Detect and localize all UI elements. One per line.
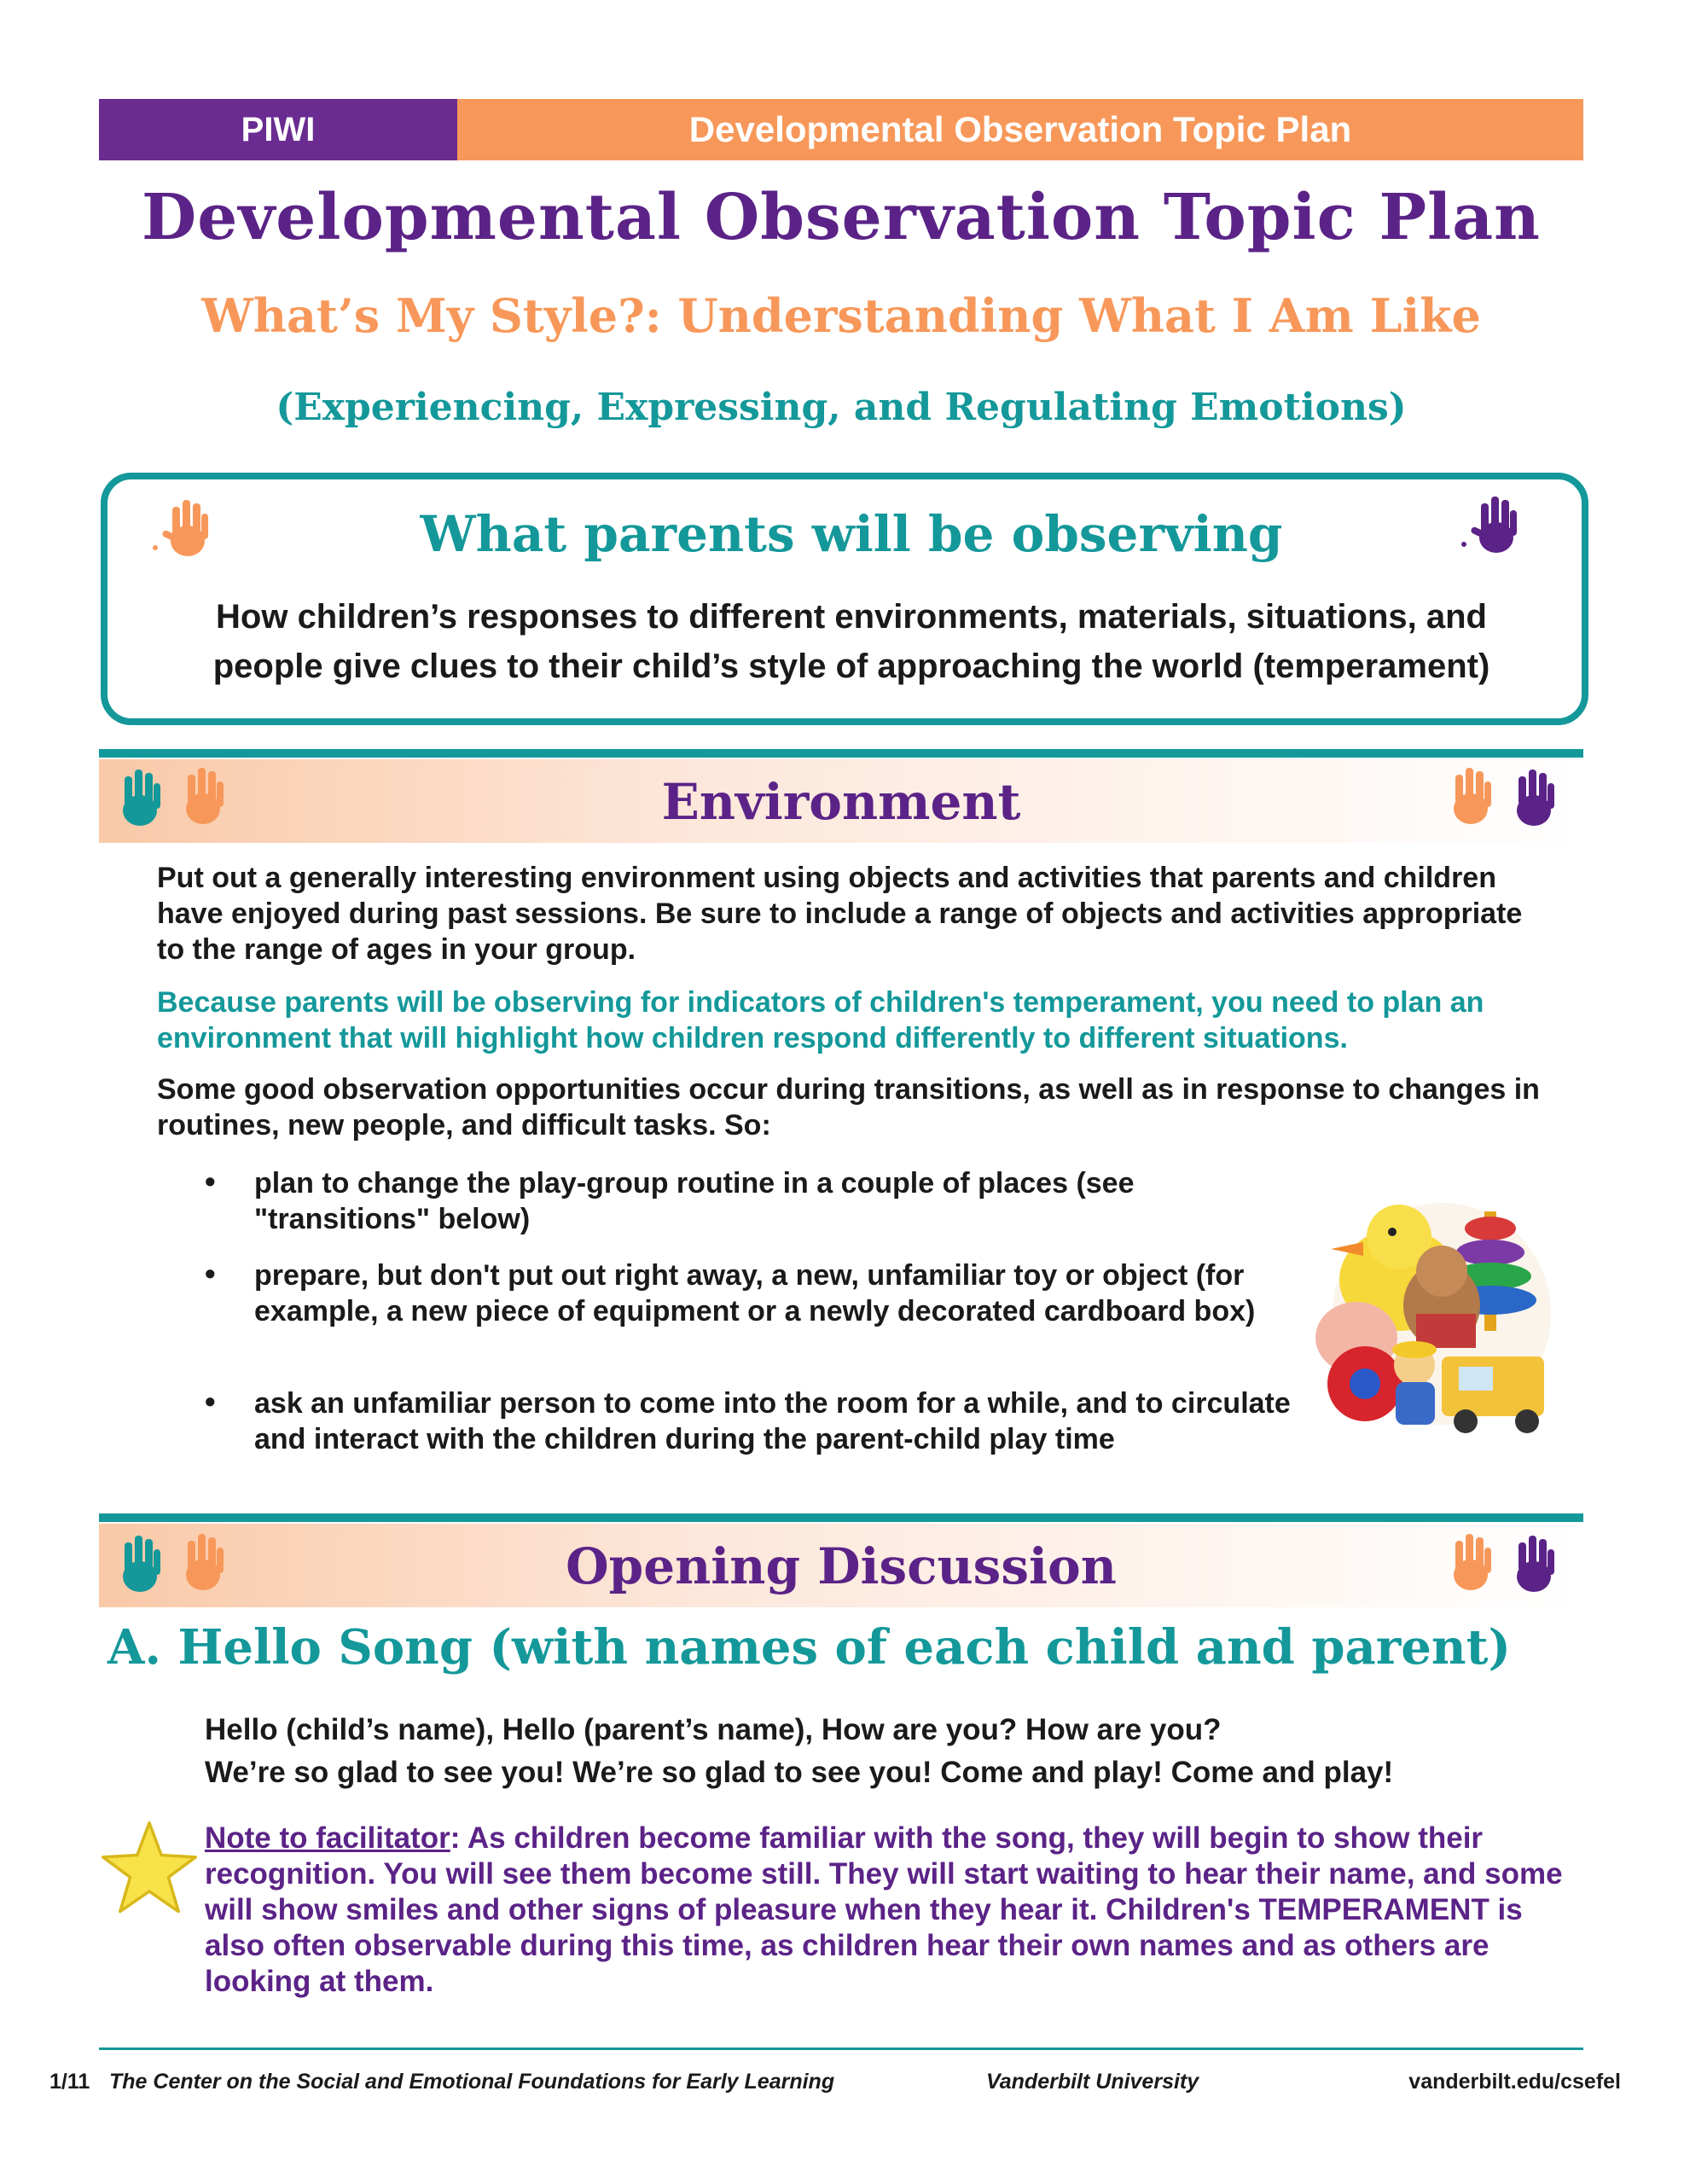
hand-print-icon [1455,488,1532,565]
song-lyrics-line: We’re so glad to see you! We’re so glad to see you! Come and play! Come and play! [205,1756,1394,1789]
observing-text: How children’s responses to different environments, materials, situations, and people give clues to their child’s style of approaching the world (temperament) [212,598,1490,685]
environment-heading: Environment [661,773,1021,831]
bullet-marker: • [205,1256,216,1291]
header-topic-label: Developmental Observation Topic Plan [457,99,1583,160]
footer-rule [99,2048,1583,2050]
hand-print-icon [147,491,224,568]
environment-paragraph: Put out a generally interesting environment using objects and activities that parents and children have enjoyed during past sessions. Be sure to include a range of objects and activities appropriate to the range of ages in your group. [157,862,1523,966]
environment-paragraph-highlight: Because parents will be observing for indicators of children's temperament, you need to plan an environment that will highlight how children respond differently to different situations. [157,986,1484,1054]
list-item: plan to change the play-group routine in a couple of places (see "transitions" below) [254,1167,1135,1235]
hand-print-icon [102,1527,247,1606]
footer-center-name: The Center on the Social and Emotional Foundations for Early Learning [109,2070,835,2094]
facilitator-note-label: Note to facilitator [205,1821,450,1855]
hand-print-icon [1433,761,1578,839]
opening-heading: Opening Discussion [566,1537,1117,1595]
page-subtitle: What’s My Style?: Understanding What I Am Like [201,288,1481,343]
environment-paragraph: Some good observation opportunities occur during transitions, as well as in response to changes in routines, new people, and difficult tasks. So: [157,1073,1540,1141]
hand-print-icon [1433,1527,1578,1606]
facilitator-note-text: : As children become familiar with the song, they will begin to show their recognition. You will see them become still. They will start waiting to hear their name, and some will show smiles and other signs of pleasure when they hear it. Children's TEMPERAMENT is also often observable during this time, as children hear their own names and as others are looking at them. [205,1821,1563,1998]
footer-university: Vanderbilt University [986,2070,1199,2094]
page-subtitle-emotions: (Experiencing, Expressing, and Regulating Emotions) [276,386,1407,429]
header-piwi-label: PIWI [99,99,457,160]
song-heading: A. Hello Song (with names of each child and parent) [107,1619,1511,1676]
section-rule [99,749,1583,758]
page-title: Developmental Observation Topic Plan [142,181,1541,254]
section-rule [99,1513,1583,1522]
list-item: prepare, but don't put out right away, a new, unfamiliar toy or object (for example, a new piece of equipment or a newly decorated cardboard box) [254,1259,1256,1327]
toys-image [1314,1186,1561,1442]
observing-heading: What parents will be observing [420,505,1283,563]
bullet-marker: • [205,1164,216,1199]
star-icon [99,1819,200,1920]
observing-box [101,473,1588,725]
list-item: ask an unfamiliar person to come into the room for a while, and to circulate and interact with the children during the parent-child play time [254,1387,1291,1455]
footer-url: vanderbilt.edu/csefel [1408,2070,1621,2094]
page-number: 1/11 [49,2070,90,2094]
hand-print-icon [102,761,247,839]
song-lyrics-line: Hello (child’s name), Hello (parent’s name), How are you? How are you? [205,1713,1222,1746]
facilitator-note [205,1821,1587,2000]
bullet-marker: • [205,1384,216,1419]
